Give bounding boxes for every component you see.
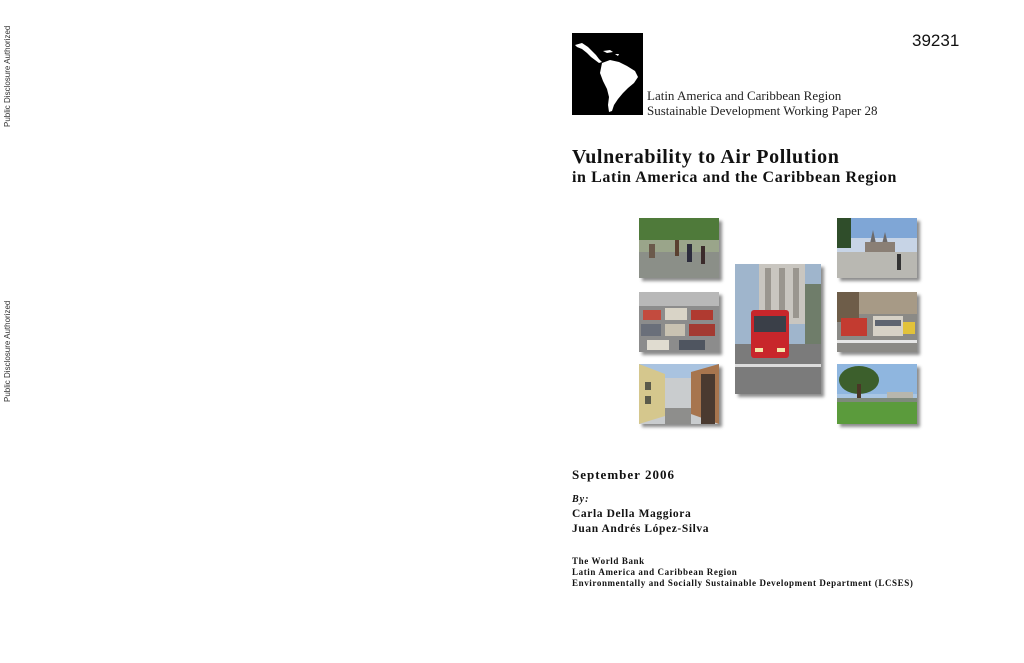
author-1: Carla Della Maggiora: [572, 508, 692, 520]
authors: [572, 507, 709, 537]
by-label: By:: [572, 494, 590, 505]
series-heading: [647, 88, 878, 118]
photo-red-bus: [735, 264, 821, 394]
photo-colonial-street: [639, 364, 719, 424]
title-line-2: in Latin America and the Caribbean Region: [572, 169, 898, 186]
photo-buses-street: [837, 292, 917, 352]
publisher-block: [572, 556, 913, 589]
photo-street-trees: [639, 218, 719, 278]
disclosure-label-bottom: Public Disclosure Authorized: [3, 300, 12, 402]
publication-date: September 2006: [572, 467, 675, 482]
document-number: 39231: [912, 31, 960, 50]
photo-plaza-cathedral: [837, 218, 917, 278]
cover-photo-collage: [618, 206, 948, 442]
publisher-org: The World Bank: [572, 556, 645, 566]
publisher-department: Environmentally and Socially Sustainable Development Department (LCSES): [572, 578, 914, 588]
series-paper: Sustainable Development Working Paper 28: [647, 103, 878, 118]
document-title: [572, 146, 897, 189]
photo-traffic-jam: [639, 292, 719, 352]
author-2: Juan Andrés López-Silva: [572, 523, 710, 535]
title-line-1: Vulnerability to Air Pollution: [572, 146, 840, 168]
publisher-region: Latin America and Caribbean Region: [572, 567, 738, 577]
latin-america-map-icon: [572, 33, 643, 115]
disclosure-label-top: Public Disclosure Authorized: [3, 25, 12, 127]
photo-park: [837, 364, 917, 424]
series-region: Latin America and Caribbean Region: [647, 88, 842, 103]
